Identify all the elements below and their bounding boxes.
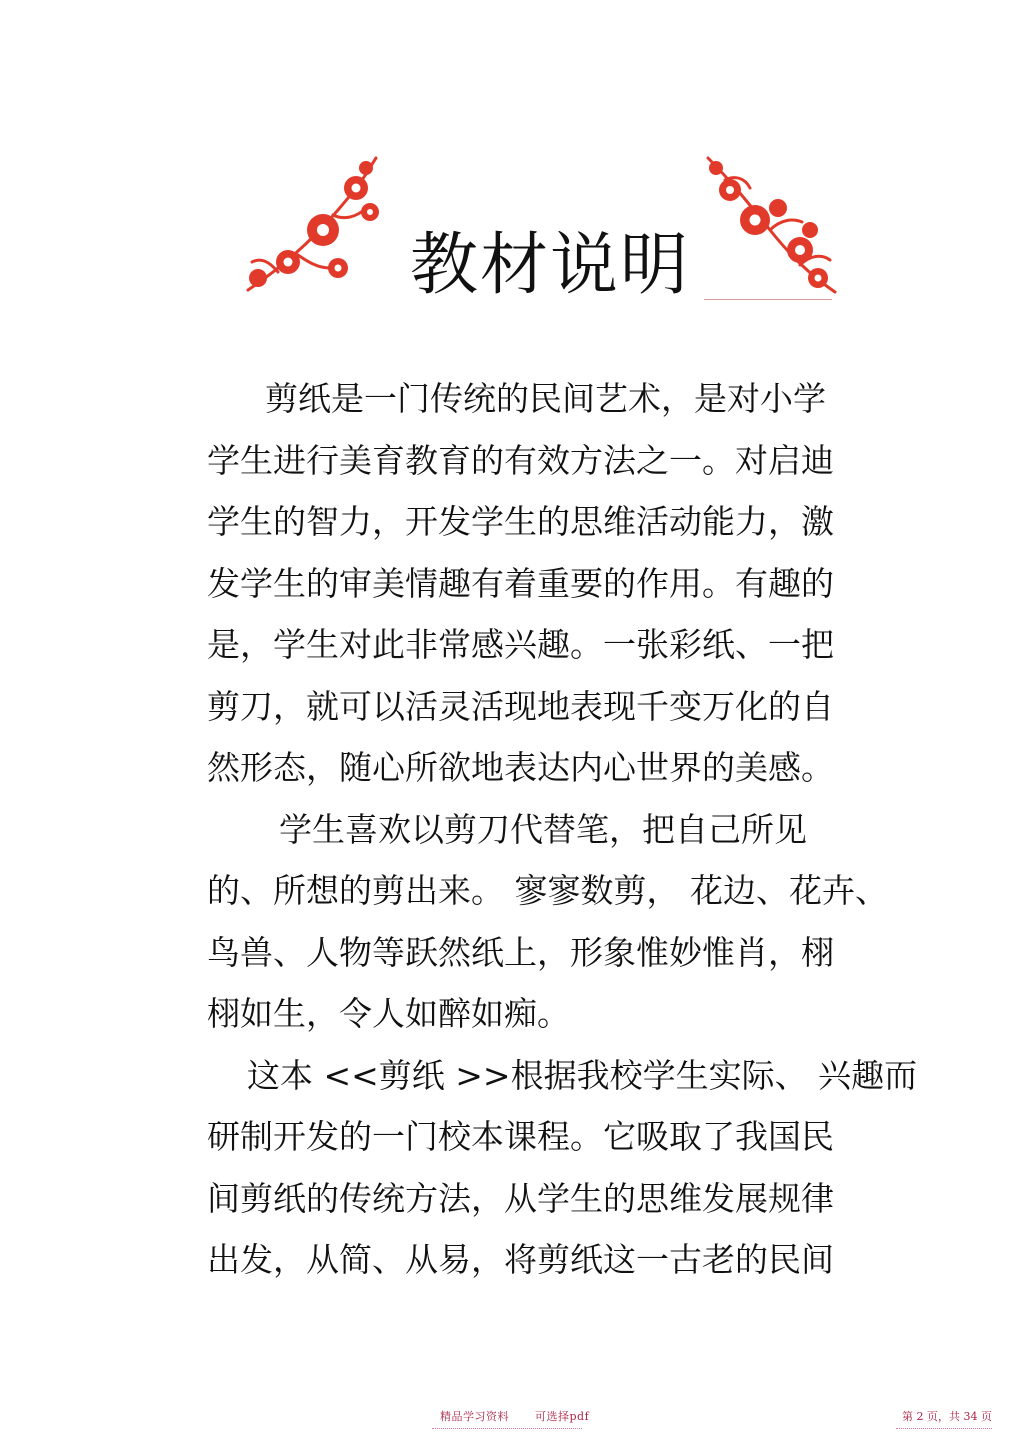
paragraph-line: 的、所想的剪出来。 寥寥数剪， 花边、花卉、 <box>207 871 888 910</box>
paragraph-line: 剪纸是一门传统的民间艺术，是对小学 <box>265 379 826 418</box>
paragraph-line: 鸟兽、人物等跃然纸上，形象惟妙惟肖，栩 <box>207 932 834 972</box>
paragraph-line: 然形态，随心所欲地表达内心世界的美感。 <box>207 748 834 787</box>
footer-dotted-rule <box>896 1428 992 1429</box>
paragraph-line: 学生喜欢以剪刀代替笔，把自己所见 <box>279 809 807 849</box>
paragraph-line: 研制开发的一门校本课程。它吸取了我国民 <box>207 1117 834 1156</box>
footer-text-2: 可选择pdf <box>535 1410 590 1423</box>
paragraph-line: 学生的智力，开发学生的思维活动能力，激 <box>207 502 834 541</box>
title-underline <box>704 299 832 300</box>
plum-blossom-branch-left-icon <box>238 150 388 300</box>
paragraph-line: 发学生的审美情趣有着重要的作用。有趣的 <box>207 563 834 603</box>
paragraph-line: 是，学生对此非常感兴趣。一张彩纸、一把 <box>207 625 834 664</box>
paragraph-line: 学生进行美育教育的有效方法之一。对启迪 <box>207 440 834 480</box>
paragraph-line: 出发，从简、从易，将剪纸这一古老的民间 <box>207 1240 834 1279</box>
paragraph-line: 剪刀，就可以活灵活现地表现千变万化的自 <box>207 686 834 726</box>
page-number: 第 2 页，共 34 页 <box>902 1410 992 1423</box>
body-text <box>207 368 918 1291</box>
paragraph-line: 间剪纸的传统方法，从学生的思维发展规律 <box>207 1178 834 1218</box>
footer-watermark <box>440 1408 589 1424</box>
plum-blossom-branch-right-icon <box>700 150 850 300</box>
page-title: 教材说明 <box>410 226 691 305</box>
footer-text-1: 精品学习资料 <box>440 1410 509 1423</box>
paragraph-line: 这本 <<剪纸 >>根据我校学生实际、 兴趣而 <box>247 1055 918 1095</box>
paragraph-line: 栩如生，令人如醉如痴。 <box>207 994 570 1033</box>
footer-dotted-rule <box>432 1428 582 1429</box>
